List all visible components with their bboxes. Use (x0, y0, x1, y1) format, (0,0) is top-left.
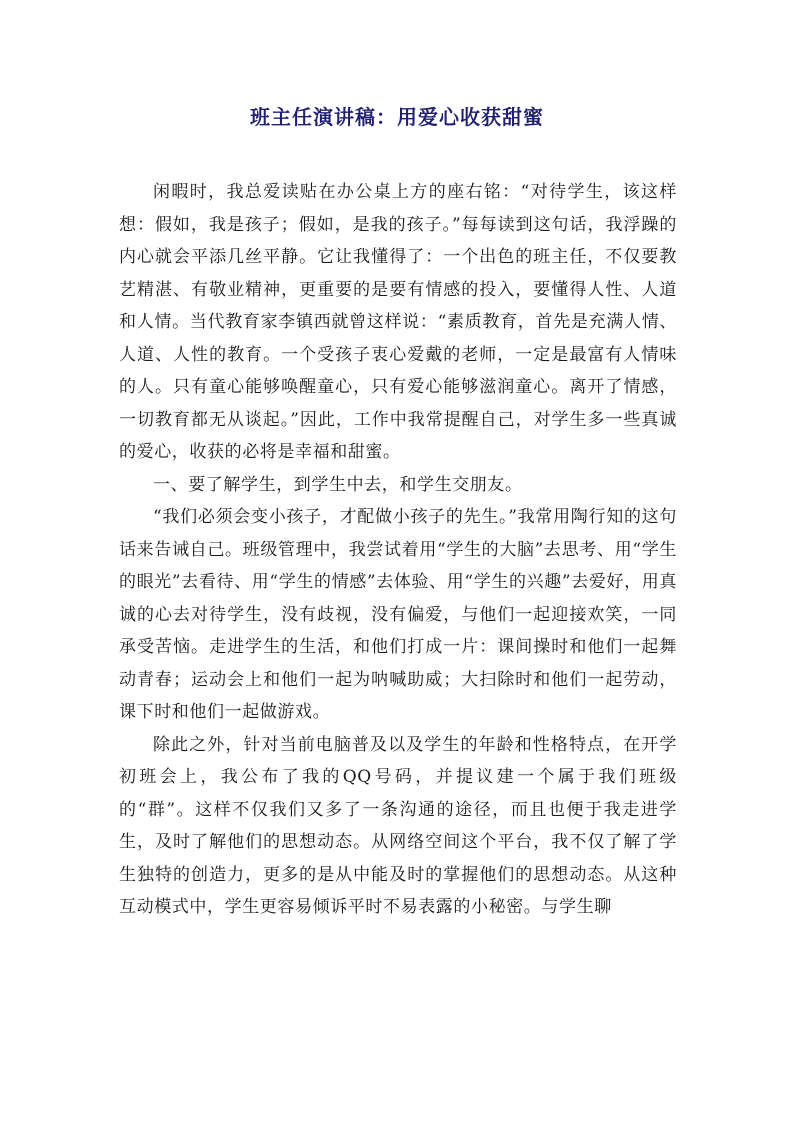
document-title: 班主任演讲稿：用爱心收获甜蜜 (250, 105, 544, 129)
paragraph-tao-xingzhi: “我们必须会变小孩子，才配做小孩子的先生。”我常用陶行知的这句话来告诫自己。班级管理中，我尝试着用“学生的大脑”去思考、用“学生的眼光”去看待、用“学生的情感”去体验、用“学生的兴趣”去爱好，用真诚的心去对待学生，没有歧视，没有偏爱，与他们一起迎接欢笑，一同承受苦恼。走进学生的生活，和他们打成一片：课间操时和他们一起舞动青春；运动会上和他们一起为呐喊助威；大扫除时和他们一起劳动，课下时和他们一起做游戏。 (119, 507, 677, 722)
paragraph-qq-group: 除此之外，针对当前电脑普及以及学生的年龄和性格特点，在开学初班会上，我公布了我的QQ号码，并提议建一个属于我们班级的“群”。这样不仅我们又多了一条沟通的途径，而且也便于我走进学生，及时了解他们的思想动态。从网络空间这个平台，我不仅了解了学生独特的创造力，更多的是从中能及时的掌握他们的思想动态。从这种互动模式中，学生更容易倾诉平时不易表露的小秘密。与学生聊 (119, 734, 677, 917)
document-body (119, 176, 677, 924)
paragraph-intro: 闲暇时，我总爱读贴在办公桌上方的座右铭：“对待学生，该这样想：假如，我是孩子；假如，是我的孩子。”每每读到这句话，我浮躁的内心就会平添几丝平静。它让我懂得了：一个出色的班主任，不仅要教艺精湛、有敬业精神，更重要的是要有情感的投入，要懂得人性、人道和人情。当代教育家李镇西就曾这样说：“素质教育，首先是充满人情、人道、人性的教育。一个受孩子衷心爱戴的老师，一定是最富有人情味的人。只有童心能够唤醒童心，只有爱心能够滋润童心。离开了情感，一切教育都无从谈起。”因此，工作中我常提醒自己，对学生多一些真诚的爱心，收获的必将是幸福和甜蜜。 (119, 182, 677, 462)
section-heading-1: 一、要了解学生，到学生中去，和学生交朋友。 (153, 474, 523, 495)
